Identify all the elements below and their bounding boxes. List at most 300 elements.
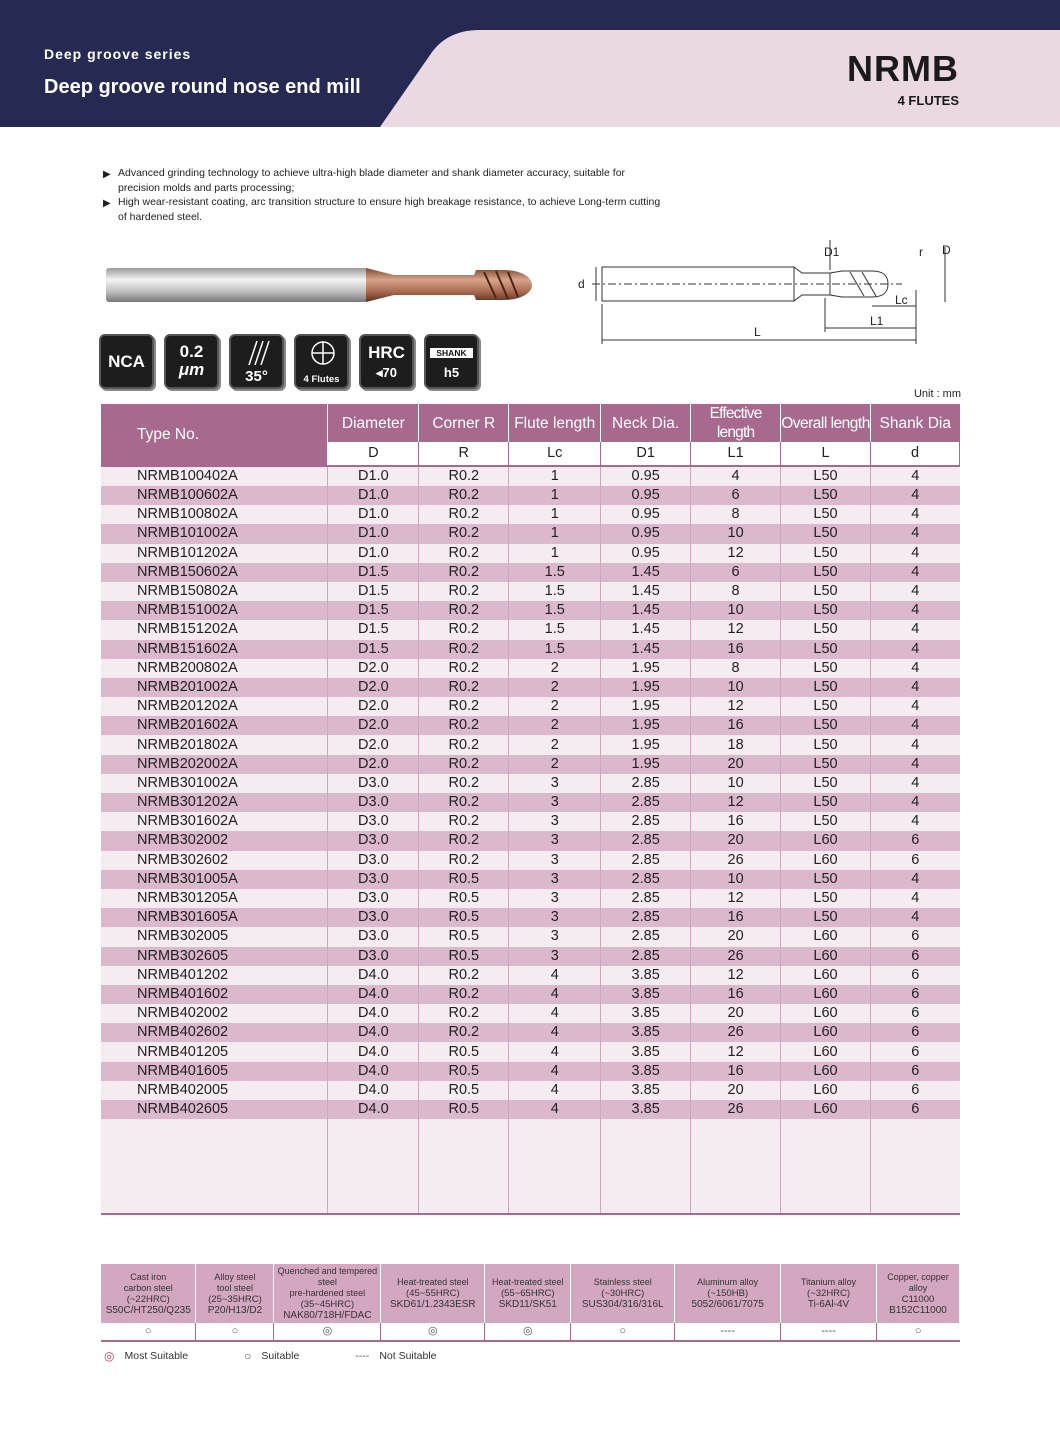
material-suitability-row bbox=[101, 1323, 960, 1341]
table-cell: 0.95 bbox=[601, 544, 691, 563]
table-cell: L50 bbox=[781, 889, 871, 908]
table-cell: 4 bbox=[870, 678, 959, 697]
table-cell: D3.0 bbox=[328, 831, 419, 850]
table-cell: 4 bbox=[509, 1042, 601, 1061]
table-row bbox=[101, 678, 960, 697]
symbol-R: R bbox=[419, 442, 509, 466]
table-cell: 4 bbox=[870, 544, 959, 563]
table-cell: 1.5 bbox=[509, 601, 601, 620]
material-grade: SKD11/SK51 bbox=[498, 1299, 557, 1310]
cell-type-no: NRMB151002A bbox=[101, 601, 328, 620]
table-row bbox=[101, 486, 960, 505]
label-L: L bbox=[754, 325, 761, 339]
bullet-arrow-icon: ▶ bbox=[103, 198, 111, 209]
table-cell: 3.85 bbox=[601, 1081, 691, 1100]
feature-list bbox=[103, 166, 663, 224]
table-cell: D3.0 bbox=[328, 774, 419, 793]
table-cell: R0.2 bbox=[419, 716, 509, 735]
table-cell: R0.2 bbox=[419, 640, 509, 659]
table-cell: 6 bbox=[870, 1004, 959, 1023]
table-row bbox=[101, 716, 960, 735]
table-cell: 1.95 bbox=[601, 716, 691, 735]
table-row bbox=[101, 851, 960, 870]
table-cell: D3.0 bbox=[328, 793, 419, 812]
table-cell: R0.2 bbox=[419, 793, 509, 812]
table-cell: 20 bbox=[691, 1081, 781, 1100]
table-cell: D1.0 bbox=[328, 524, 419, 543]
table-cell: 3 bbox=[509, 947, 601, 966]
material-name2: tool steel bbox=[216, 1282, 253, 1293]
table-cell: 6 bbox=[870, 1062, 959, 1081]
table-cell: R0.2 bbox=[419, 851, 509, 870]
table-cell: 4 bbox=[509, 966, 601, 985]
table-cell: 1.95 bbox=[601, 697, 691, 716]
material-hrc: (~32HRC) bbox=[807, 1288, 851, 1299]
table-row bbox=[101, 755, 960, 774]
shank-label: SHANK bbox=[430, 348, 473, 358]
table-cell: 4 bbox=[870, 466, 959, 486]
table-cell: 6 bbox=[870, 1023, 959, 1042]
table-cell: R0.5 bbox=[419, 1042, 509, 1061]
table-cell: 6 bbox=[870, 1100, 959, 1119]
table-row bbox=[101, 1042, 960, 1061]
feature-text: High wear-resistant coating, arc transition structure to ensure high breakage resistance, to achieve Long-term cutting of hardened steel. bbox=[118, 196, 661, 223]
table-cell: 3.85 bbox=[601, 966, 691, 985]
table-cell: 1.45 bbox=[601, 563, 691, 582]
material-category bbox=[675, 1264, 781, 1323]
material-grade: SUS304/316/316L bbox=[581, 1299, 664, 1310]
col-corner-r: Corner R bbox=[419, 404, 509, 442]
material-table bbox=[101, 1264, 960, 1342]
table-cell: 6 bbox=[870, 831, 959, 850]
flutes-label: 4 FLUTES bbox=[897, 93, 959, 108]
table-cell: 3.85 bbox=[601, 1100, 691, 1119]
suitability-mark: ---- bbox=[675, 1323, 781, 1341]
table-cell: 4 bbox=[870, 793, 959, 812]
table-cell: 16 bbox=[691, 985, 781, 1004]
table-cell: 2.85 bbox=[601, 812, 691, 831]
material-name1: Copper, copper alloy bbox=[887, 1271, 949, 1293]
table-cell: R0.2 bbox=[419, 774, 509, 793]
empty-cell bbox=[691, 1119, 781, 1214]
table-row bbox=[101, 889, 960, 908]
hrc-value: ◂70 bbox=[376, 365, 397, 380]
table-cell: R0.5 bbox=[419, 927, 509, 946]
end-mill-photo bbox=[104, 266, 534, 306]
legend bbox=[104, 1349, 437, 1363]
table-cell: L60 bbox=[781, 1081, 871, 1100]
table-cell: D1.0 bbox=[328, 466, 419, 486]
table-cell: 4 bbox=[870, 870, 959, 889]
label-Lc: Lc bbox=[895, 293, 908, 307]
table-cell: 26 bbox=[691, 851, 781, 870]
table-cell: D4.0 bbox=[328, 1004, 419, 1023]
table-empty-row bbox=[101, 1119, 960, 1214]
col-neck-dia: Neck Dia. bbox=[601, 404, 691, 442]
table-cell: L60 bbox=[781, 1042, 871, 1061]
suitability-mark: ○ bbox=[571, 1323, 675, 1341]
table-row bbox=[101, 985, 960, 1004]
col-diameter: Diameter bbox=[328, 404, 419, 442]
table-cell: L50 bbox=[781, 870, 871, 889]
table-cell: L50 bbox=[781, 908, 871, 927]
table-cell: L60 bbox=[781, 947, 871, 966]
table-cell: 16 bbox=[691, 716, 781, 735]
table-cell: 10 bbox=[691, 678, 781, 697]
table-cell: 12 bbox=[691, 1042, 781, 1061]
table-cell: R0.2 bbox=[419, 678, 509, 697]
table-cell: R0.2 bbox=[419, 812, 509, 831]
table-cell: 4 bbox=[509, 1100, 601, 1119]
table-cell: 3 bbox=[509, 793, 601, 812]
material-hrc: (~22HRC) bbox=[126, 1293, 170, 1305]
table-cell: L50 bbox=[781, 812, 871, 831]
material-name1: Quenched and tempered steel bbox=[277, 1266, 378, 1287]
table-cell: 2.85 bbox=[601, 851, 691, 870]
empty-cell bbox=[419, 1119, 509, 1214]
table-row bbox=[101, 793, 960, 812]
bullet-arrow-icon: ▶ bbox=[103, 169, 111, 180]
empty-cell bbox=[601, 1119, 691, 1214]
cell-type-no: NRMB301602A bbox=[101, 812, 328, 831]
helix-angle: 35° bbox=[245, 368, 268, 385]
table-cell: 8 bbox=[691, 659, 781, 678]
table-row bbox=[101, 735, 960, 754]
table-header-row bbox=[101, 404, 960, 442]
table-cell: 12 bbox=[691, 544, 781, 563]
empty-cell bbox=[870, 1119, 959, 1214]
table-cell: 3.85 bbox=[601, 1004, 691, 1023]
page-title: Deep groove round nose end mill bbox=[44, 76, 361, 98]
table-cell: 6 bbox=[870, 947, 959, 966]
table-cell: 4 bbox=[509, 1062, 601, 1081]
cell-type-no: NRMB101202A bbox=[101, 544, 328, 563]
table-cell: D1.5 bbox=[328, 620, 419, 639]
table-cell: 3 bbox=[509, 812, 601, 831]
table-cell: 2 bbox=[509, 755, 601, 774]
table-cell: 2.85 bbox=[601, 908, 691, 927]
table-cell: 2.85 bbox=[601, 927, 691, 946]
cell-type-no: NRMB301202A bbox=[101, 793, 328, 812]
table-row bbox=[101, 620, 960, 639]
legend-suitable: Suitable bbox=[261, 1350, 300, 1362]
cell-type-no: NRMB150602A bbox=[101, 563, 328, 582]
label-D1: D1 bbox=[824, 245, 840, 259]
table-row bbox=[101, 1023, 960, 1042]
cell-type-no: NRMB402602 bbox=[101, 1023, 328, 1042]
table-cell: 4 bbox=[870, 812, 959, 831]
table-cell: R0.5 bbox=[419, 1100, 509, 1119]
cell-type-no: NRMB301205A bbox=[101, 889, 328, 908]
table-cell: 4 bbox=[870, 735, 959, 754]
table-cell: 10 bbox=[691, 601, 781, 620]
most-suitable-icon: ◎ bbox=[104, 1349, 115, 1363]
material-hrc: C11000 bbox=[901, 1293, 935, 1305]
table-cell: 6 bbox=[870, 985, 959, 1004]
table-cell: R0.2 bbox=[419, 831, 509, 850]
material-name1: Aluminum alloy bbox=[697, 1277, 759, 1287]
table-cell: R0.2 bbox=[419, 466, 509, 486]
table-cell: L60 bbox=[781, 1100, 871, 1119]
table-cell: 4 bbox=[870, 582, 959, 601]
table-cell: 20 bbox=[691, 1004, 781, 1023]
table-cell: 3 bbox=[509, 831, 601, 850]
table-cell: 2.85 bbox=[601, 947, 691, 966]
table-cell: L50 bbox=[781, 716, 871, 735]
cell-type-no: NRMB401602 bbox=[101, 985, 328, 1004]
table-row bbox=[101, 524, 960, 543]
cell-type-no: NRMB401202 bbox=[101, 966, 328, 985]
col-shank-dia: Shank Dia bbox=[870, 404, 959, 442]
table-cell: L60 bbox=[781, 1004, 871, 1023]
coating-text: NCA bbox=[108, 352, 145, 371]
table-cell: R0.2 bbox=[419, 659, 509, 678]
label-d: d bbox=[578, 277, 585, 291]
col-type-no: Type No. bbox=[101, 404, 328, 466]
table-row bbox=[101, 966, 960, 985]
table-row bbox=[101, 1100, 960, 1119]
table-cell: 1.45 bbox=[601, 640, 691, 659]
cell-type-no: NRMB301605A bbox=[101, 908, 328, 927]
table-cell: D2.0 bbox=[328, 735, 419, 754]
table-cell: 4 bbox=[509, 1004, 601, 1023]
table-cell: L60 bbox=[781, 1023, 871, 1042]
table-cell: R0.2 bbox=[419, 524, 509, 543]
table-cell: L50 bbox=[781, 563, 871, 582]
table-cell: 4 bbox=[870, 505, 959, 524]
table-cell: 4 bbox=[870, 908, 959, 927]
table-row bbox=[101, 927, 960, 946]
table-cell: L50 bbox=[781, 505, 871, 524]
hrc-badge bbox=[359, 334, 414, 389]
material-hrc: (55~65HRC) bbox=[500, 1288, 555, 1299]
table-row bbox=[101, 908, 960, 927]
table-cell: 3 bbox=[509, 870, 601, 889]
material-hrc: (~30HRC) bbox=[601, 1288, 645, 1299]
table-cell: 4 bbox=[509, 1023, 601, 1042]
table-cell: L50 bbox=[781, 601, 871, 620]
table-cell: 3.85 bbox=[601, 1042, 691, 1061]
material-category bbox=[877, 1264, 960, 1323]
table-cell: 12 bbox=[691, 697, 781, 716]
cell-type-no: NRMB201602A bbox=[101, 716, 328, 735]
table-cell: 6 bbox=[870, 966, 959, 985]
table-cell: 6 bbox=[691, 486, 781, 505]
table-cell: D2.0 bbox=[328, 697, 419, 716]
table-cell: R0.2 bbox=[419, 735, 509, 754]
material-name2: carbon steel bbox=[123, 1282, 173, 1293]
table-cell: 3.85 bbox=[601, 1062, 691, 1081]
table-cell: R0.5 bbox=[419, 1062, 509, 1081]
series-label: Deep groove series bbox=[44, 46, 192, 62]
material-grade: 5052/6061/7075 bbox=[691, 1299, 764, 1310]
tolerance-value: 0.2 bbox=[179, 342, 204, 361]
table-cell: L50 bbox=[781, 793, 871, 812]
table-cell: 18 bbox=[691, 735, 781, 754]
table-cell: 20 bbox=[691, 755, 781, 774]
table-row bbox=[101, 812, 960, 831]
table-cell: R0.2 bbox=[419, 601, 509, 620]
shank-badge bbox=[424, 334, 479, 389]
material-name1: Titanium alloy bbox=[800, 1277, 857, 1287]
feature-item bbox=[103, 195, 663, 224]
cell-type-no: NRMB301005A bbox=[101, 870, 328, 889]
unit-label: Unit : mm bbox=[913, 388, 961, 400]
table-row bbox=[101, 582, 960, 601]
cell-type-no: NRMB151602A bbox=[101, 640, 328, 659]
table-cell: 2 bbox=[509, 697, 601, 716]
cell-type-no: NRMB401205 bbox=[101, 1042, 328, 1061]
symbol-Lc: Lc bbox=[509, 442, 601, 466]
table-cell: 1 bbox=[509, 505, 601, 524]
table-row bbox=[101, 659, 960, 678]
material-category bbox=[101, 1264, 196, 1323]
cell-type-no: NRMB402002 bbox=[101, 1004, 328, 1023]
symbol-L1: L1 bbox=[691, 442, 781, 466]
cell-type-no: NRMB100802A bbox=[101, 505, 328, 524]
cell-type-no: NRMB101002A bbox=[101, 524, 328, 543]
cell-type-no: NRMB402605 bbox=[101, 1100, 328, 1119]
cell-type-no: NRMB302002 bbox=[101, 831, 328, 850]
shank-value: h5 bbox=[443, 365, 460, 380]
table-cell: L50 bbox=[781, 640, 871, 659]
cell-type-no: NRMB151202A bbox=[101, 620, 328, 639]
table-cell: 3.85 bbox=[601, 1023, 691, 1042]
material-grade: P20/H13/D2 bbox=[207, 1304, 263, 1316]
table-cell: 12 bbox=[691, 793, 781, 812]
table-cell: 1.45 bbox=[601, 582, 691, 601]
spec-table-body bbox=[101, 466, 960, 1214]
symbol-d: d bbox=[870, 442, 959, 466]
table-cell: L60 bbox=[781, 927, 871, 946]
table-cell: 1.95 bbox=[601, 659, 691, 678]
material-grade: SKD61/1.2343ESR bbox=[390, 1299, 476, 1310]
helix-badge bbox=[229, 334, 284, 389]
material-grade: S50C/HT250/Q235 bbox=[105, 1304, 191, 1316]
table-cell: 0.95 bbox=[601, 486, 691, 505]
table-cell: 4 bbox=[870, 640, 959, 659]
table-row bbox=[101, 505, 960, 524]
cell-type-no: NRMB201002A bbox=[101, 678, 328, 697]
table-cell: D3.0 bbox=[328, 927, 419, 946]
material-hrc: (~150HB) bbox=[707, 1288, 749, 1299]
table-cell: 4 bbox=[870, 524, 959, 543]
table-cell: 8 bbox=[691, 505, 781, 524]
material-category-row bbox=[101, 1264, 960, 1323]
table-cell: L50 bbox=[781, 697, 871, 716]
table-cell: 2 bbox=[509, 659, 601, 678]
table-cell: L50 bbox=[781, 755, 871, 774]
table-cell: 1.95 bbox=[601, 735, 691, 754]
table-cell: 3 bbox=[509, 889, 601, 908]
table-cell: L60 bbox=[781, 985, 871, 1004]
table-cell: R0.2 bbox=[419, 620, 509, 639]
table-cell: 26 bbox=[691, 1100, 781, 1119]
table-row bbox=[101, 640, 960, 659]
cell-type-no: NRMB302005 bbox=[101, 927, 328, 946]
flutes-text: 4 Flutes bbox=[303, 374, 340, 385]
table-cell: L50 bbox=[781, 735, 871, 754]
table-cell: 3 bbox=[509, 927, 601, 946]
table-cell: D2.0 bbox=[328, 755, 419, 774]
cell-type-no: NRMB200802A bbox=[101, 659, 328, 678]
table-cell: R0.2 bbox=[419, 563, 509, 582]
table-cell: R0.5 bbox=[419, 889, 509, 908]
table-row bbox=[101, 947, 960, 966]
table-cell: 2.85 bbox=[601, 774, 691, 793]
table-cell: 2.85 bbox=[601, 889, 691, 908]
material-category bbox=[196, 1264, 274, 1323]
table-cell: D2.0 bbox=[328, 716, 419, 735]
symbol-L: L bbox=[781, 442, 871, 466]
table-cell: 0.95 bbox=[601, 466, 691, 486]
table-cell: 4 bbox=[870, 889, 959, 908]
table-cell: D4.0 bbox=[328, 1100, 419, 1119]
table-row bbox=[101, 466, 960, 486]
label-r: r bbox=[919, 245, 923, 259]
table-row bbox=[101, 563, 960, 582]
legend-not-suitable: Not Suitable bbox=[379, 1350, 437, 1362]
table-cell: R0.5 bbox=[419, 908, 509, 927]
suitability-mark: ○ bbox=[877, 1323, 960, 1341]
suitability-mark: ---- bbox=[781, 1323, 877, 1341]
table-cell: R0.2 bbox=[419, 505, 509, 524]
table-cell: R0.2 bbox=[419, 1004, 509, 1023]
table-cell: L50 bbox=[781, 678, 871, 697]
table-cell: 3.85 bbox=[601, 985, 691, 1004]
table-cell: D1.0 bbox=[328, 544, 419, 563]
table-cell: 12 bbox=[691, 966, 781, 985]
col-flute-length: Flute length bbox=[509, 404, 601, 442]
table-row bbox=[101, 544, 960, 563]
table-cell: 16 bbox=[691, 812, 781, 831]
table-cell: D3.0 bbox=[328, 870, 419, 889]
material-hrc: (45~55HRC) bbox=[406, 1288, 460, 1299]
table-cell: R0.2 bbox=[419, 1023, 509, 1042]
not-suitable-icon: ---- bbox=[355, 1350, 370, 1362]
table-cell: L50 bbox=[781, 524, 871, 543]
table-cell: 1.95 bbox=[601, 678, 691, 697]
helix-icon bbox=[243, 341, 273, 365]
flutes-badge bbox=[294, 334, 349, 389]
material-grade: B152C11000 bbox=[889, 1304, 947, 1316]
table-cell: D3.0 bbox=[328, 851, 419, 870]
material-grade: NAK80/718H/FDAC bbox=[283, 1310, 372, 1321]
table-cell: 4 bbox=[509, 1081, 601, 1100]
table-cell: L60 bbox=[781, 831, 871, 850]
table-cell: R0.2 bbox=[419, 582, 509, 601]
table-cell: D3.0 bbox=[328, 812, 419, 831]
material-category bbox=[571, 1264, 675, 1323]
material-grade: Ti-6Al-4V bbox=[807, 1299, 850, 1310]
table-cell: 3 bbox=[509, 908, 601, 927]
table-cell: D3.0 bbox=[328, 947, 419, 966]
table-cell: 26 bbox=[691, 947, 781, 966]
suitability-mark: ◎ bbox=[274, 1323, 381, 1341]
product-code: NRMB bbox=[847, 48, 959, 89]
table-cell: D4.0 bbox=[328, 1042, 419, 1061]
tolerance-unit: μm bbox=[178, 360, 205, 379]
table-cell: L60 bbox=[781, 1062, 871, 1081]
suitability-mark: ◎ bbox=[485, 1323, 571, 1341]
table-cell: 4 bbox=[509, 985, 601, 1004]
suitability-mark: ○ bbox=[101, 1323, 196, 1341]
table-cell: 4 bbox=[870, 755, 959, 774]
table-cell: D4.0 bbox=[328, 1062, 419, 1081]
table-cell: 2 bbox=[509, 678, 601, 697]
table-cell: D2.0 bbox=[328, 678, 419, 697]
table-cell: R0.2 bbox=[419, 755, 509, 774]
